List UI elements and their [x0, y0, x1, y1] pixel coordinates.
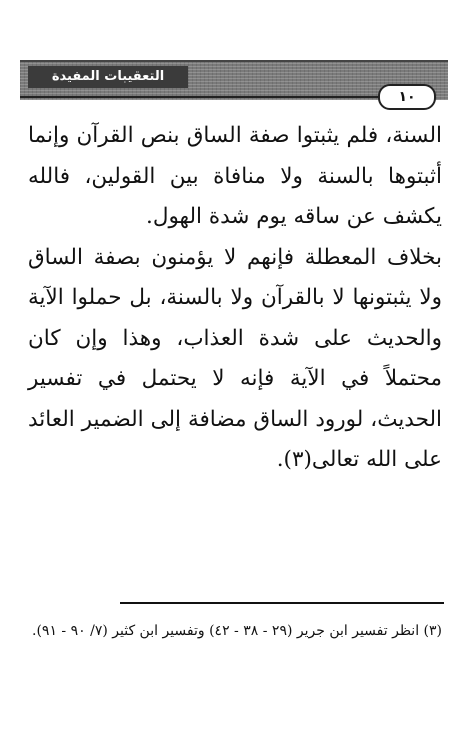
paragraph: السنة، فلم يثبتوا صفة الساق بنص القرآن وإنما أثبتوها بالسنة ولا منافاة بين القولين، فالله يكشف عن ساقه يوم شدة الهول. — [28, 123, 442, 229]
running-header-title: التعقيبات المفيدة — [28, 66, 188, 88]
page-number: ١٠ — [378, 84, 436, 110]
header-rule — [20, 96, 380, 98]
main-text — [28, 116, 442, 481]
paragraph: بخلاف المعطلة فإنهم لا يؤمنون بصفة الساق ولا يثبتونها لا بالقرآن ولا بالسنة، بل حملوا الآية والحديث على شدة العذاب، وهذا وإن كان محتملاً في الآية فإنه لا يحتمل في تفسير الحديث، لورود الساق مضافة إلى الضمير العائد على الله تعالى(٣). — [28, 244, 442, 472]
footnote-separator — [120, 602, 444, 604]
footnote: (٣) انظر تفسير ابن جرير (٢٩ - ٣٨ - ٤٢) وتفسير ابن كثير (٧/ ٩٠ - ٩١). — [32, 623, 442, 639]
